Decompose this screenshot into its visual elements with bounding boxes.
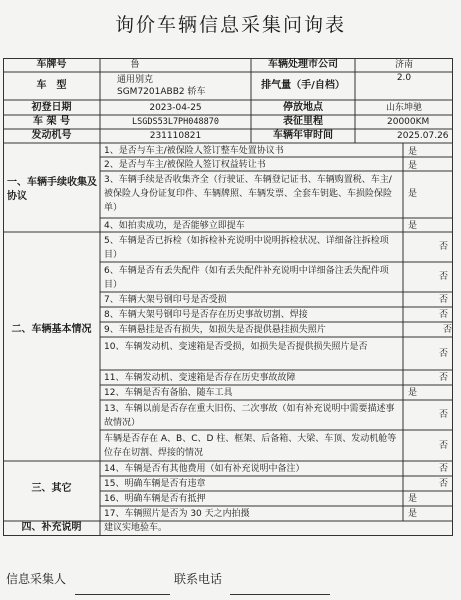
- item-5-text: 5、车辆是否已拆检（如拆检补充说明中说明拆检状况、详细备注拆检项目）: [104, 236, 389, 260]
- item-11-answer: 否: [439, 373, 449, 383]
- item-4-answer: 是: [408, 221, 418, 231]
- item-16-answer: 是: [408, 494, 418, 504]
- section-basic-condition: 二、车辆基本情况: [11, 324, 92, 335]
- item-3-text: 3、车辆手续是否收集齐全（行驶证、车辆登记证书、车辆购置税、车主/被保险人身份证复印件、车辆牌照、车辆发票、全套车钥匙、车损险保险单）: [104, 175, 393, 213]
- plate-label: 车牌号: [36, 59, 67, 70]
- section-documents: 一、车辆手续收集及协议: [7, 177, 97, 202]
- item-3-answer: 是: [408, 189, 418, 199]
- parking-value: 山东坤驰: [385, 103, 422, 113]
- item-4-text: 4、如拍卖成功，是否能够立即提车: [104, 221, 245, 231]
- item-14-text: 14、车辆是否有其他费用（如有补充说明中备注）: [104, 464, 305, 474]
- reg-date-label: 初登日期: [31, 102, 72, 113]
- vin-label: 车 架 号: [33, 116, 70, 127]
- plate-value: 鲁: [130, 60, 140, 70]
- item-10-answer: 否: [439, 349, 449, 359]
- city-value: 济南: [394, 60, 413, 70]
- item-9-answer: 否: [443, 325, 453, 335]
- item-17-answer: 是: [408, 509, 418, 519]
- model-label: 车 型: [36, 80, 67, 91]
- item-pillar-text: 车辆是否存在 A、B、C、D 柱、框架、后备箱、大梁、车顶、发动机舱等位存在切割、焊接的情况: [104, 434, 397, 458]
- item-15-answer: 否: [439, 479, 449, 489]
- mileage-value: 20000KM: [387, 117, 430, 127]
- item-7-text: 7、车辆大架号钢印号是否受损: [104, 295, 227, 305]
- phone-label: 联系电话: [174, 572, 223, 586]
- item-14-answer: 否: [439, 464, 449, 474]
- item-pillar-answer: 否: [439, 441, 449, 451]
- city-label: 车辆处理市公司: [268, 59, 338, 70]
- item-5-answer: 否: [439, 242, 449, 252]
- vin-value: LSGDS53L7PH048870: [132, 117, 219, 127]
- item-8-answer: 否: [439, 310, 449, 320]
- section-supplement: 四、补充说明: [21, 522, 82, 533]
- item-16-text: 16、明确车辆是否有抵押: [104, 494, 206, 504]
- item-12-answer: 是: [408, 388, 418, 398]
- displacement-label: 排气量（手/自档）: [261, 80, 345, 91]
- item-7-answer: 否: [439, 295, 449, 305]
- item-10-text: 10、车辆发动机、变速箱是否受损，如损失是否提供损失照片是否: [104, 342, 368, 352]
- collector-label: 信息采集人: [6, 572, 67, 586]
- item-2-answer: 是: [408, 161, 418, 171]
- parking-label: 停放地点: [283, 102, 323, 113]
- item-8-text: 8、车辆大架号钢印号是否存在历史事故切割、焊接: [104, 310, 308, 320]
- item-13-answer: 否: [439, 410, 449, 420]
- collector-signature-line: [75, 594, 170, 595]
- item-1-answer: 是: [408, 147, 418, 157]
- section-other: 三、其它: [31, 483, 72, 494]
- item-15-text: 15、明确车辆是否有违章: [104, 479, 206, 489]
- form-title: 询价车辆信息采集问询表: [114, 14, 346, 36]
- item-13-text: 13、车辆以前是否存在重大旧伤、二次事故（如有补充说明中需要描述事故情况）: [104, 404, 395, 428]
- inspection-value: 2025.07.26: [397, 131, 449, 141]
- inquiry-form-table: [3, 58, 453, 536]
- supplement-text: 建议实地验车。: [104, 523, 168, 533]
- engine-label: 发动机号: [31, 130, 72, 141]
- engine-value: 231110821: [149, 131, 202, 141]
- item-9-text: 9、车辆悬挂是否有损失，如损失是否提供悬挂损失照片: [104, 325, 326, 335]
- item-12-text: 12、车辆是否有备胎、随车工具: [104, 388, 233, 398]
- item-1-text: 1、是否与车主/被保险人签订整车处置协议书: [104, 146, 284, 156]
- model-code: SGM7201ABB2 轿车: [117, 87, 206, 97]
- item-17-text: 17、车辆照片是否为 30 天之内拍摄: [104, 509, 250, 519]
- phone-line: [230, 594, 330, 595]
- item-2-text: 2、是否与车主/被保险人签订权益转让书: [104, 160, 266, 170]
- redacted-plate: [143, 60, 203, 71]
- item-6-answer: 否: [439, 272, 449, 282]
- displacement-value: 2.0: [396, 73, 412, 83]
- inspection-label: 车辆年审时间: [273, 130, 333, 141]
- item-6-text: 6、车辆是否有丢失配件（如有丢失配件补充说明中详细备注丢失配件项目）: [104, 266, 389, 290]
- item-11-text: 11、车辆发动机、变速箱是否存在历史事故故障: [104, 373, 296, 383]
- reg-date-value: 2023-04-25: [149, 103, 202, 113]
- mileage-label: 表征里程: [283, 116, 323, 127]
- model-brand: 通用别克: [117, 75, 154, 85]
